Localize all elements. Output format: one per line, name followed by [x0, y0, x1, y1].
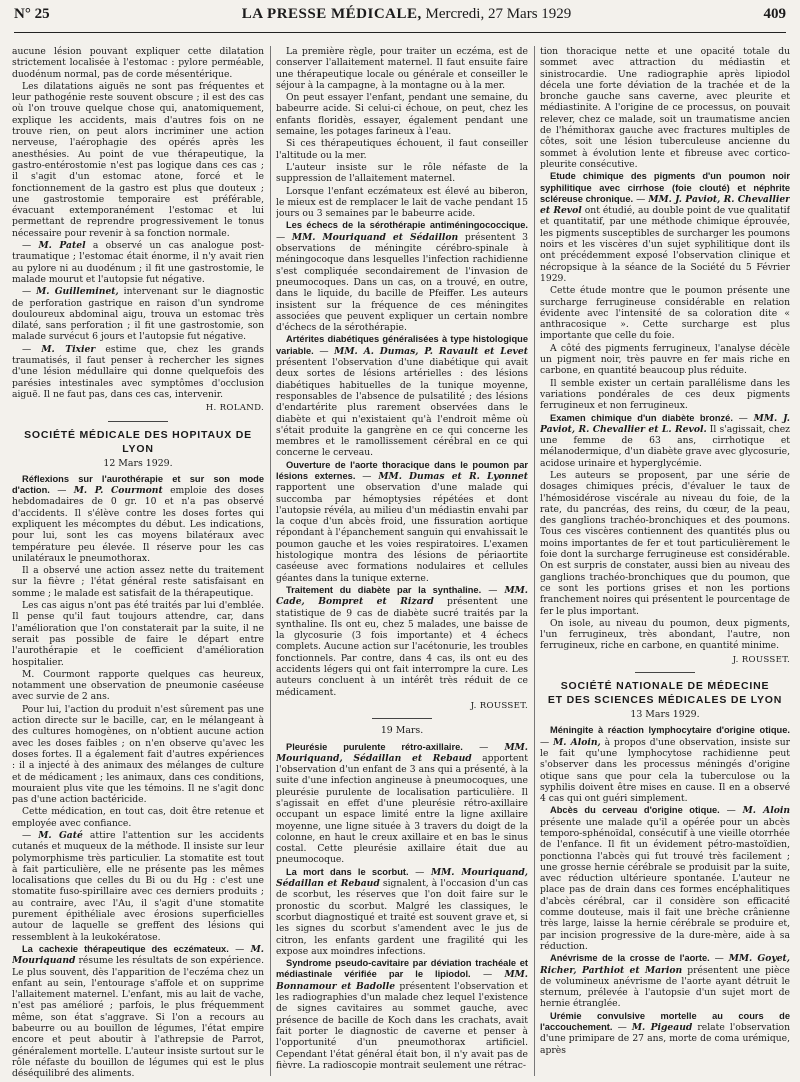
author: MM. Goyet, Richer, Parthiot et Marion — [540, 953, 790, 976]
paragraph: Lorsque l'enfant eczémateux est élevé au biberon, le mieux est de remplacer le lait de vache pendant 15 jours ou 3 semaines par le babeurre acide. — [276, 185, 528, 220]
author: MM. Mouriquand, Sédaillan et Rebaud — [276, 866, 528, 890]
paragraph: On peut essayer l'enfant, pendant une semaine, du babeurre acide. Si celui-ci échoue, on peut, chez les enfants floridès, essayer, également pendant une semaine, les potages farineux à l'eau. — [276, 92, 528, 138]
text: présentent l'observation et les radiographies d'un malade chez lequel l'existence de signes cavitaires au sommet gauche, avec présence de bacille de Koch dans les crachats, avait fait porter le diagnostic de caverne et penser à l'opportunité d'un pneumothorax artificiel. Cependant l'état général était bon, il n'y avait pas de fièvre. La radioscopie montrait seulement une rétrac- — [276, 980, 528, 1071]
paragraph: Traitement du diabète par la synthaline. — MM. Cade, Bompret et Rizard présentent une statistique de 9 cas de diabète sucré traités par la synthaline. Ils ont eu, chez 5 malades, une baisse de la glycosurie (3 fois importante) et 4 échecs complets. Aucune action sur l'acétonurie, les troubles fonctionnels. Par contre, dans 4 cas, ils ont eu des accidents légers qui ont fait interrompre la cure. Les auteurs concluent à un intérêt très réduit de ce médicament. — [276, 584, 528, 698]
article-title: Etude chimique des pigments d'un poumon noir syphilitique avec cirrhose (foie clouté) et néphrite scléreuse chronique. — [540, 171, 790, 204]
column-divider — [534, 46, 535, 1076]
text: présentent l'observation d'une diabétique qui avait deux sortes de lésions artérielles : des lésions diabétiques habituelles de la tunique moyenne, responsables de l'absence de pulsatilité ; des lésions d'endartérite plus rarement observées dans le diabète et qui n'existaient qu'à l'endroit même où s'était produite la gangrène en ce qui concerne les membres et le ramollissement cérébral en ce qui concerne le cerveau. — [276, 357, 528, 459]
paragraph: Ouverture de l'aorte thoracique dans le poumon par lésions externes. — MM. Dumas et R. Lyonnet rapportent une observation d'une malade qui succomba par hémoptysies répétées et dont l'autopsie révéla, au milieu d'un médiastin envahi par la coque d'un abcès froid, une fissuration aortique répondant à l'épanchement sanguin qui envahissait le poumon gauche et les voies respiratoires. L'examen histologique montra des lésions de périaortite caséeuse avec formations nodulaires et cellules géantes dans la tunique externe. — [276, 459, 528, 584]
text: a observé un cas analogue post-traumatique ; l'estomac était énorme, il n'y avait rien au pylore ni au duodénum ; il fit une gastrostomie, le malade mourut et l'autopsie fut négative. — [12, 240, 264, 285]
paragraph: — M. Gaté attire l'attention sur les accidents cutanés et muqueux de la méthode. Il insiste sur leur polymorphisme très particulier. La stomatite est tout à fait particulière, elle ne présente pas les mêmes localisations que celles du Bi ou du Hg : c'est une stomatite fuso-spirillaire avec ces derniers produits ; au contraire, avec l'Au, il s'agit d'une stomatite purement épithéliale avec érosions superficielles autour de laquelle se greffent des lésions qui ressemblent à la leukokératose. — [12, 830, 264, 943]
paragraph: Méningite à réaction lymphocytaire d'origine otique. — M. Aloin, à propos d'une observation, insiste sur le fait qu'une lymphocytose rachidienne peut s'observer dans les processus méningés d'origine otique sans que pour cela la tuberculose ou la syphilis doivent être mises en cause. Il en a observé 4 cas qui ont guéri simplement. — [540, 725, 790, 805]
text: relate l'observation d'une primipare de 27 ans, morte de coma urémique, après — [540, 1022, 790, 1056]
paragraph: — M. Guilleminet, intervenant sur le diagnostic de perforation gastrique en raison d'un syndrome douloureux abdominal aigu, trouva un estomac très dilaté, sans perforation ; il fit une gastrostomie, son malade survécut 6 jours et l'autopsie fut négative. — [12, 286, 264, 343]
society-heading-line: SOCIÉTÉ NATIONALE DE MÉDECINE — [560, 680, 770, 693]
article-title: Syndrome pseudo-cavitaire par déviation trachéale et médiastinale vérifiée par le lipiodol. — [276, 958, 528, 980]
text: apportent l'observation d'un enfant de 3 ans qui a présenté, à la suite d'une infection angineuse à pneumocoques, une pleurésie purulente de localisation particulière. Il s'agissait en effet d'une pleurésie rétro-axillaire occupant un espace limité entre la ligne axillaire moyenne, une ligne située à 3 travers du doigt de la colonne, en haut le creux axillaire et en bas le sinus costal. Cette pleurésie axillaire était due au pneumocoque. — [276, 752, 528, 866]
author: M. Guilleminet, — [36, 286, 119, 298]
author: M. Patel — [38, 240, 86, 252]
column-3 — [540, 46, 790, 1078]
article-title: Pleurésie purulente rétro-axillaire. — [286, 741, 463, 752]
article-title: La cachexie thérapeutique des eczémateux. — [22, 943, 229, 954]
paragraph: M. Courmont rapporte quelques cas heureux, notamment une observation de pneumonie caséeuse avec survie de 2 ans. — [12, 668, 264, 703]
paragraph: A côté des pigments ferrugineux, l'analyse décèle un pigment noir, très pauvre en fer mais riche en carbone, en quantité beaucoup plus réduite. — [540, 342, 790, 377]
signature: J. ROUSSET. — [732, 654, 790, 665]
paragraph: La mort dans le scorbut. — MM. Mouriquand, Sédaillan et Rebaud signalent, à l'occasion d'un cas de scorbut, les réserves que l'on doit faire sur le pronostic du scorbut. Malgré les classiques, le scorbut diagnostiqué et traité est souvent grave et, si les signes du scorbut s'amendent avec le jus de citron, les enfants gardent une fragilité qui les expose aux moindres infections. — [276, 866, 528, 957]
page-number: 409 — [763, 6, 786, 22]
author: MM. Bonnamour et Badolle — [276, 969, 528, 992]
society-heading-line: ET DES SCIENCES MÉDICALES DE LYON — [547, 694, 783, 707]
paragraph: Abcès du cerveau d'origine otique. — M. Aloin présente une malade qu'il a opérée pour un abcès temporo-sphénoïdal, consécutif à une vieille otorrhée de l'enfance. Il fit un évidement pétro-mastoïdien, ponctionna l'abcès qui fut trouvé très facilement ; une grosse hernie cérébrale se produisit par la suite, avec réduction ultérieure spontanée. L'auteur ne place pas de drain dans ces formes encéphalitiques d'abcès cérébral, car il considère son efficacité comme douteuse, mais il fait une brèche crânienne très large, laisse la hernie cérébrale se produire et, par incision progressive de la dure-mère, aide à sa réduction. — [540, 805, 790, 952]
text: à propos d'une observation, insiste sur le fait qu'une lymphocytose rachidienne peut s'observer dans les processus méningés d'origine otique sans que pour cela la tuberculose ou la syphilis doivent être mises en cause. Il en a observé 4 cas qui ont guéri simplement. — [540, 736, 790, 805]
paragraph: Il a observé une action assez nette du traitement sur la fièvre ; l'état général reste satisfaisant en somme ; le malade est satisfait de la thérapeutique. — [12, 565, 264, 599]
paragraph: Examen chimique d'un diabète bronzé. — MM. J. Paviot, R. Chevallier et L. Revol. Il s'agissait, chez une femme de 63 ans, cirrhotique et mélanodermique, d'un diabète grave avec glycosurie, acidose urinaire et hyperglycémie. — [540, 412, 790, 469]
column-2 — [276, 46, 528, 1078]
paragraph: Il semble exister un certain parallélisme dans les variations pondérales de ces deux pigments ferrugineux et non ferrugineux. — [540, 377, 790, 412]
issue-number: N° 25 — [14, 6, 50, 22]
author: M. P. Courmont — [73, 485, 163, 497]
text: intervenant sur le diagnostic de perforation gastrique en raison d'un syndrome douloureux abdominal aigu, trouva un estomac très dilaté, sans perforation ; il fit une gastrostomie, son malade survécut 6 jours et l'autopsie fut négative. — [12, 286, 264, 343]
paragraph: tion thoracique nette et une opacité totale du sommet avec attraction du médiastin et sinistrocardie. Une radiographie après lipiodol décela une forte déviation de la trachée et de la bronche gauche sans caverne, avec pleurite et médiastinite. A l'origine de ce processus, on pouvait relever, chez ce malade, soit un traumatisme ancien de l'hémithorax gauche avec fractures multiples de côtes, soit une lésion tuberculeuse ancienne du sommet à évolution lente et fibreuse avec cortico-pleurite consécutive. — [540, 46, 790, 170]
article-title: Examen chimique d'un diabète bronzé. — [550, 412, 733, 423]
author: M. Pigeaud — [631, 1022, 693, 1034]
text: signalent, à l'occasion d'un cas de scorbut, les réserves que l'on doit faire sur le pronostic du scorbut. Malgré les classiques, le scorbut diagnostiqué et traité est souvent grave et, si les signes du scorbut s'amendent avec le jus de citron, les enfants gardent une fragilité qui les expose aux moindres infections. — [276, 878, 528, 957]
text: estime que, chez les grands traumatisés, il faut penser à rechercher les signes d'une lésion médullaire qui donne quelquefois des parésies intestinales avec symptômes d'occlusion aiguë. Il ne faut pas, dans ces cas, intervenir. — [12, 343, 264, 400]
paragraph: Pleurésie purulente rétro-axillaire. — MM. Mouriquand, Sédaillan et Rebaud apportent l'observation d'un enfant de 3 ans qui a présenté, à la suite d'une infection angineuse à pneumocoques, une pleurésie purulente de localisation particulière. Il s'agissait en effet d'une pleurésie rétro-axillaire occupant un espace limité entre la ligne axillaire moyenne, une ligne située à 3 travers du doigt de la colonne, en haut le creux axillaire et en bas le sinus costal. Cette pleurésie axillaire était due au pneumocoque. — [276, 741, 528, 866]
paragraph: Cette médication, en tout cas, doit être retenue et employée avec confiance. — [12, 806, 264, 829]
session-date: 13 Mars 1929. — [630, 709, 700, 721]
author: M. Aloin — [742, 805, 790, 817]
paragraph: — M. Patel a observé un cas analogue post-traumatique ; l'estomac était énorme, il n'y avait rien au pylore ni au duodénum ; il fit une gastrostomie, le malade mourut et l'autopsie fut négative. — [12, 240, 264, 285]
text: présentent 3 observations de méningite cérébro-spinale à méningocoque dans lesquelles l'infection rachidienne s'est compliquée secondairement de l'invasion de pneumocoques. Dans un cas, on a trouvé, en outre, dans le liquide, du bacille de Pfeiffer. Les auteurs insistent sur la fréquence de ces méningites associées que peuvent expliquer un certain nombre d'échecs de la sérothérapie. — [276, 231, 528, 334]
author: M. Gaté — [38, 830, 83, 841]
session-date: 12 Mars 1929. — [103, 457, 173, 469]
author: MM. A. Dumas, P. Ravault et Levet — [334, 345, 528, 357]
masthead — [242, 6, 572, 23]
paragraph: Cette étude montre que le poumon présente une surcharge ferrugineuse considérable en relation évidente avec l'intensité de sa coloration dite « anthracosique ». Cette surcharge est plus importante que celle du foie. — [540, 285, 790, 342]
paragraph: Les échecs de la sérothérapie antiméningococcique. — MM. Mouriquand et Sédaillon présentent 3 observations de méningite cérébro-spinale à méningocoque dans lesquelles l'infection rachidienne s'est compliquée secondairement de l'invasion de pneumocoques. Dans un cas, on a trouvé, en outre, dans le liquide, du bacille de Pfeiffer. Les auteurs insistent sur la fréquence de ces méningites associées que peuvent expliquer un certain nombre d'échecs de la sérothérapie. — [276, 220, 528, 334]
column-divider — [270, 46, 271, 1076]
paragraph: aucune lésion pouvant expliquer cette dilatation strictement localisée à l'estomac : pylore perméable, duodénum normal, pas de corde mésentérique. — [12, 46, 264, 80]
signature: H. ROLAND. — [205, 403, 264, 414]
paragraph: Pour lui, l'action du produit n'est sûrement pas une action directe sur le bacille, car, en le mélangeant à des cultures homogènes, on n'obtient aucune action avec les doses faibles ; on n'en observe qu'avec les doses fortes. Il a également fait d'autres expériences : il a injecté à des animaux des mélanges de culture et de médicament ; les animaux, dans ces conditions, mouraient plus vite que les témoins. Il ne s'agit donc pas d'une action bactéricide. — [12, 703, 264, 806]
section-rule — [108, 421, 168, 422]
text: Il s'agissait, chez une femme de 63 ans, cirrhotique et mélanodermique, d'un diabète grave avec glycosurie, acidose urinaire et hyperglycémie. — [540, 423, 790, 469]
paragraph: La cachexie thérapeutique des eczémateux. — M. Mouriquand résume les résultats de son expérience. Le plus souvent, dès l'apparition de l'eczéma chez un enfant au sein, l'entourage s'affole et on supprime l'allaitement maternel. L'enfant, mis au lait de vache, n'est pas amélioré ; parfois, le plus fréquemment même, son état s'aggrave. Si l'on a recours au babeurre ou au bouillon de légumes, l'état empire encore et peut aboutir à l'athrepsie de Parrot, généralement mortelle. L'auteur insiste surtout sur le rôle néfaste du bouillon de légumes qui est le plus déséquilibré des aliments. — [12, 943, 264, 1078]
paragraph: L'auteur insiste sur le rôle néfaste de la suppression de l'allaitement maternel. — [276, 161, 528, 185]
article-title: Les échecs de la sérothérapie antiméningococcique. — [286, 220, 528, 231]
article-title: Méningite à réaction lymphocytaire d'origine otique. — [550, 725, 790, 736]
issue-date: Mercredi, 27 Mars 1929 — [425, 6, 572, 22]
paragraph: Les cas aigus n'ont pas été traités par lui d'emblée. Il pense qu'il faut toujours attendre, car, dans l'amélioration que l'on constaterait par la suite, il ne serait pas possible de faire le départ entre l'aurothérapie et le coefficient d'amélioration hospitalier. — [12, 600, 264, 668]
paragraph: Artérites diabétiques généralisées à type histologique variable. — MM. A. Dumas, P. Ravault et Levet présentent l'observation d'une diabétique qui avait deux sortes de lésions artérielles : des lésions diabétiques habituelles de la tunique moyenne, responsables de l'absence de pulsatilité ; des lésions d'endartérite plus rarement observées dans le diabète et qui n'existaient qu'à l'endroit même où s'était produite la gangrène en ce qui concerne les membres et le ramollissement cérébral en ce qui concerne le cerveau. — [276, 334, 528, 459]
page-header — [14, 6, 786, 33]
paragraph: On isole, au niveau du poumon, deux pigments, l'un ferrugineux, très abondant, l'autre, non ferrugineux, riche en carbone, en quantité minime. — [540, 617, 790, 652]
paragraph: Si ces thérapeutiques échouent, il faut conseiller l'altitude ou la mer. — [276, 138, 528, 161]
text: ont étudié, au double point de vue qualitatif et quantitatif, par une méthode chimique éprouvée, les pigments susceptibles de surcharger les poumons noirs et les viscères d'un sujet syphilitique dont ils ont précédemment exposé l'observation clinique et nécropsique à la séance de la Société du 5 Février 1929. — [540, 205, 790, 284]
paragraph: Etude chimique des pigments d'un poumon noir syphilitique avec cirrhose (foie clouté) et néphrite scléreuse chronique. — MM. J. Paviot, R. Chevallier et Revol ont étudié, au double point de vue qualitatif et quantitatif, par une méthode chimique éprouvée, les pigments susceptibles de surcharger les poumons noirs et les viscères d'un sujet syphilitique dont ils ont précédemment exposé l'observation clinique et nécropsique à la séance de la Société du 5 Février 1929. — [540, 171, 790, 284]
text: présentent une pièce de volumineux anévrisme de l'aorte ayant détruit le sternum, prélevée à l'autopsie d'un sujet mort de hernie étranglée. — [540, 964, 790, 1010]
author: MM. Mouriquand, Sédaillan et Rebaud — [276, 741, 528, 764]
article-title: Anévrisme de la crosse de l'aorte. — [550, 953, 710, 964]
article-title: Abcès du cerveau d'origine otique. — [550, 805, 720, 816]
paragraph: La première règle, pour traiter un eczéma, est de conserver l'allaitement maternel. Il faut ensuite faire une thérapeutique locale ou générale et conseiller le séjour à la campagne, à la montagne ou à la mer. — [276, 46, 528, 91]
author: MM. J. Paviot, R. Chevallier et L. Revol. — [540, 412, 790, 435]
paragraph: Syndrome pseudo-cavitaire par déviation trachéale et médiastinale vérifiée par le lipiodol. — MM. Bonnamour et Badolle présentent l'observation et les radiographies d'un malade chez lequel l'existence de signes cavitaires au sommet gauche, avec présence de bacille de Koch dans les crachats, avait fait porter le diagnostic de caverne et penser à l'opportunité d'un pneumothorax artificiel. Cependant l'état général était bon, il n'y avait pas de fièvre. La radioscopie montrait seulement une rétrac- — [276, 958, 528, 1071]
text: emploie des doses hebdomadaires de 0 gr. 10 et n'a pas observé d'accidents. Il s'élève contre les doses fortes qui expliquent les mécomptes du début. Les indications, pour lui, sont les cas moyens bilatéraux avec température peu élevée. Il réserve pour les cas unilatéraux le pneumothorax. — [12, 485, 264, 564]
author: MM. J. Paviot, R. Chevallier et Revol — [540, 193, 790, 217]
paragraph: Urémie convulsive mortelle au cours de l'accouchement. — M. Pigeaud relate l'observation d'une primipare de 27 ans, morte de coma urémique, après — [540, 1010, 790, 1056]
article-title: Artérites diabétiques généralisées à type histologique variable. — [276, 334, 528, 356]
society-heading — [540, 679, 790, 707]
author: MM. Dumas et R. Lyonnet — [378, 470, 528, 482]
text: résume les résultats de son expérience. Le plus souvent, dès l'apparition de l'eczéma chez un enfant au sein, l'entourage s'affole et on supprime l'allaitement maternel. L'enfant, mis au lait de vache, n'est pas amélioré ; parfois, le plus fréquemment même, son état s'aggrave. Si l'on a recours au babeurre ou au bouillon de légumes, l'état empire encore et peut aboutir à l'athrepsie de Parrot, généralement mortelle. L'auteur insiste surtout sur le rôle néfaste du bouillon de légumes qui est le plus déséquilibré des aliments. — [12, 955, 264, 1078]
article-title: Traitement du diabète par la synthaline. — [286, 584, 482, 595]
paragraph: — M. Tixier estime que, chez les grands traumatisés, il faut penser à rechercher les signes d'une lésion médullaire qui donne quelquefois des parésies intestinales avec symptômes d'occlusion aiguë. Il ne faut pas, dans ces cas, intervenir. — [12, 343, 264, 400]
author: MM. Mouriquand et Sédaillon — [291, 231, 459, 243]
author: M. Mouriquand — [12, 943, 264, 967]
author: M. Aloin, — [553, 736, 601, 748]
text: présentent une statistique de 9 cas de diabète sucré traités par la synthaline. Ils ont eu, chez 5 malades, une baisse de la glycosurie (3 fois importante) et 4 échecs complets. Aucune action sur l'acétonurie, les troubles fonctionnels. Par contre, dans 4 cas, ils ont eu des accidents légers qui ont fait interrompre la cure. Les auteurs concluent à un intérêt très réduit de ce médicament. — [276, 596, 528, 698]
article-title: Ouverture de l'aorte thoracique dans le poumon par lésions externes. — [276, 459, 528, 481]
paragraph: Les auteurs se proposent, par une série de dosages chimiques précis, d'évaluer le taux de l'hémosidérose viscérale au niveau du foie, de la rate, du pancréas, des reins, du cœur, de la peau, des ganglions trachéo-bronchiques et des poumons. Tous ces viscères contiennent des quantités plus ou moins importantes de fer et tout particulièrement le foie dont la surcharge ferrugineuse est considérable. On est surpris de constater, aussi bien au niveau des ganglions trachéo-bronchiques que du poumon, que ce sont les portions grises et non les portions franchement noires qui présentent le pourcentage de fer le plus important. — [540, 469, 790, 617]
journal-title: LA PRESSE MÉDICALE, — [241, 6, 422, 22]
section-rule — [635, 672, 695, 673]
paragraph: Réflexions sur l'aurothérapie et sur son mode d'action. — M. P. Courmont emploie des doses hebdomadaires de 0 gr. 10 et n'a pas observé d'accidents. Il s'élève contre les doses fortes qui expliquent les mécomptes du début. Les indications, pour lui, sont les cas moyens bilatéraux avec température peu élevée. Il réserve pour les cas unilatéraux le pneumothorax. — [12, 473, 264, 564]
session-date: 19 Mars. — [380, 725, 424, 737]
column-1 — [12, 46, 264, 1078]
author: MM. Cade, Bompret et Rizard — [276, 584, 528, 608]
paragraph: Anévrisme de la crosse de l'aorte. — MM. Goyet, Richer, Parthiot et Marion présentent une pièce de volumineux anévrisme de l'aorte ayant détruit le sternum, prélevée à l'autopsie d'un sujet mort de hernie étranglée. — [540, 953, 790, 1010]
text: rapportent une observation d'une malade qui succomba par hémoptysies répétées et dont l'autopsie révéla, au milieu d'un médiastin envahi par la coque d'un abcès froid, une fissuration aortique répondant à l'épanchement sanguin qui envahissait le poumon gauche et les voies respiratoires. L'examen histologique montra des lésions de périaortite caséeuse avec formations nodulaires et cellules géantes dans la tunique externe. — [276, 482, 528, 584]
article-title: Urémie convulsive mortelle au cours de l'accouchement. — [540, 1010, 790, 1033]
paragraph: Les dilatations aiguës ne sont pas fréquentes et leur pathogénie reste souvent obscure ; il est des cas où l'on trouve quelque chose qui, anatomiquement, explique les accidents, mais d'autres fois on ne trouve rien, on peut alors incriminer une action nerveuse, l'aérophagie des opérés après les anesthésies. Au point de vue thérapeutique, la gastro-entérostomie n'est pas logique dans ces cas ; il s'agit d'un estomac atone, forcé et le fonctionnement de la gastro est plus que douteux ; une gastrostomie temporaire est préférable, évacuant extemporanément l'estomac et lui permettant de reprendre progressivement le tonus nécessaire pour revenir à sa fonction normale. — [12, 80, 264, 239]
author: M. Tixier — [41, 343, 96, 355]
article-title: Réflexions sur l'aurothérapie et sur son mode d'action. — [12, 473, 264, 496]
signature: J. ROUSSET. — [470, 700, 528, 711]
section-rule — [372, 718, 432, 719]
society-heading: SOCIÉTÉ MÉDICALE DES HOPITAUX DE LYON — [24, 428, 252, 455]
text: présente une malade qu'il a opérée pour un abcès temporo-sphénoïdal, consécutif à une vieille otorrhée de l'enfance. Il fit un évidement pétro-mastoïdien, ponctionna l'abcès qui fut trouvé très facilement ; une grosse hernie cérébrale se produisit par la suite, avec réduction ultérieure spontanée. L'auteur ne place pas de drain dans ces formes encéphalitiques d'abcès cérébral, car il considère son efficacité comme douteuse, mais il fait une brèche crânienne très large, laisse la hernie cérébrale se produire et, par incision progressive de la dure-mère, aide à sa réduction. — [540, 816, 790, 952]
text: attire l'attention sur les accidents cutanés et muqueux de la méthode. Il insiste sur leur polymorphisme très particulier. La stomatite est tout à fait particulière, elle ne présente pas les mêmes localisations que celles du Bi ou du Hg : c'est une stomatite fuso-spirillaire avec ces derniers produits ; au contraire, avec l'Au, il s'agit d'une stomatite purement épithéliale avec érosions superficielles autour de laquelle se greffent des lésions qui ressemblent à la leukokératose. — [12, 830, 264, 943]
article-title: La mort dans le scorbut. — [286, 866, 409, 877]
